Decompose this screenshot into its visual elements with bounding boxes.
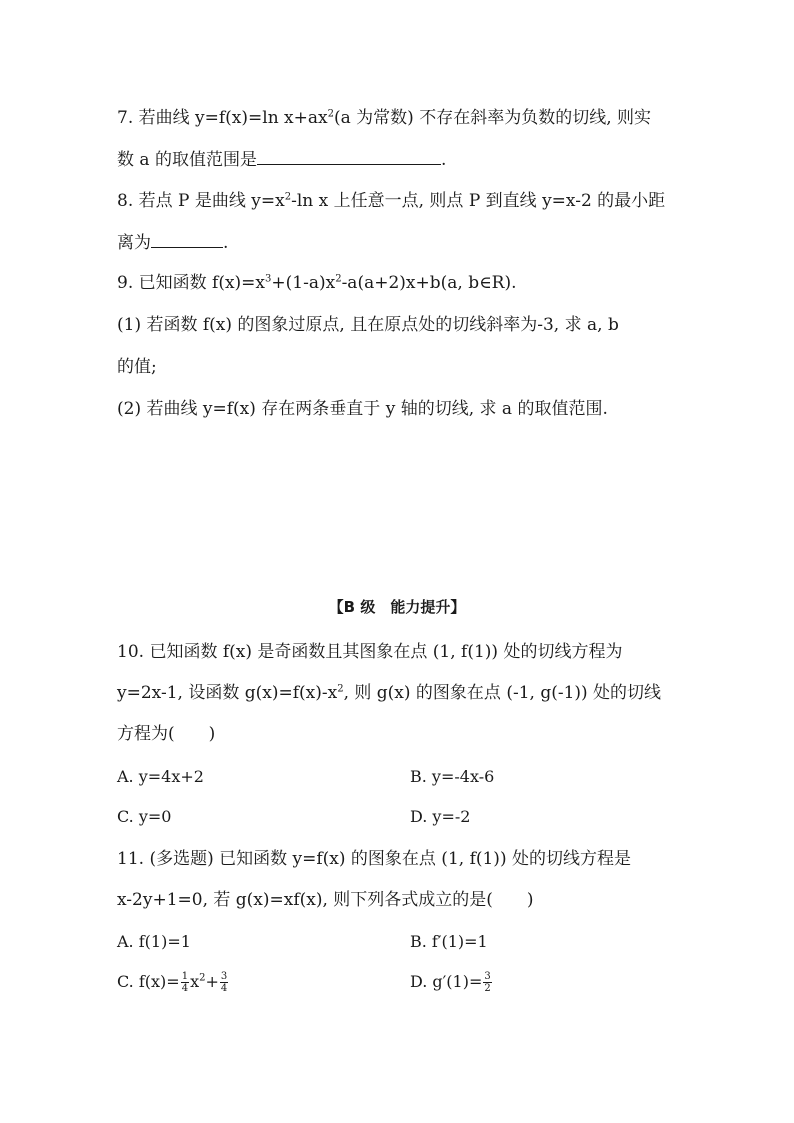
q11-option-c-plus: + bbox=[205, 972, 219, 991]
q7-period: . bbox=[440, 150, 447, 170]
q11-option-d[interactable] bbox=[410, 970, 493, 994]
q10-line3: 方程为( ) bbox=[117, 724, 216, 744]
q9-text-b: +(1-a)x bbox=[271, 273, 336, 293]
q9-line1 bbox=[117, 271, 517, 295]
q11-option-c-fraction-1 bbox=[181, 971, 189, 994]
q10-option-b[interactable]: B. y=-4x-6 bbox=[410, 767, 495, 786]
q9-superscript-2: 2 bbox=[335, 273, 342, 285]
q10-line1: 10. 已知函数 f(x) 是奇函数且其图象在点 (1, f(1)) 处的切线方程为 bbox=[117, 642, 623, 662]
q9-part1-line1: (1) 若函数 f(x) 的图象过原点, 且在原点处的切线斜率为-3, 求 a, b bbox=[117, 315, 619, 335]
q8-superscript: 2 bbox=[284, 191, 292, 203]
q10-option-a[interactable]: A. y=4x+2 bbox=[117, 767, 204, 786]
q11-option-d-fraction bbox=[483, 971, 491, 994]
q10-text-b: , 则 g(x) 的图象在点 (-1, g(-1)) 处的切线 bbox=[343, 683, 662, 703]
q10-option-d[interactable]: D. y=-2 bbox=[410, 807, 471, 826]
q10-text-a: y=2x-1, 设函数 g(x)=f(x)-x bbox=[117, 683, 338, 703]
q11-option-d-frac-den: 2 bbox=[484, 983, 491, 994]
q11-option-c-superscript: 2 bbox=[199, 972, 206, 984]
q11-option-c-fraction-2 bbox=[220, 971, 228, 994]
q7-text-line2: 数 a 的取值范围是 bbox=[117, 150, 257, 170]
q9-text-c: -a(a+2)x+b(a, b∈R). bbox=[341, 273, 517, 293]
q7-answer-blank[interactable] bbox=[257, 146, 441, 165]
q11-line1: 11. (多选题) 已知函数 y=f(x) 的图象在点 (1, f(1)) 处的切线方程是 bbox=[117, 849, 631, 869]
q11-option-c-frac2-den: 4 bbox=[220, 983, 228, 994]
q9-text-a: 9. 已知函数 f(x)=x bbox=[117, 273, 266, 293]
q7-text-a: 7. 若曲线 y=f(x)=ln x+ax bbox=[117, 108, 328, 128]
q11-option-a[interactable]: A. f(1)=1 bbox=[117, 932, 191, 951]
q10-option-c[interactable]: C. y=0 bbox=[117, 807, 172, 826]
q8-answer-blank[interactable] bbox=[151, 229, 223, 248]
q11-option-c-frac2-num: 3 bbox=[220, 971, 228, 982]
q11-option-d-frac-num: 3 bbox=[484, 971, 491, 982]
q8-period: . bbox=[223, 233, 229, 253]
q7-text-b: (a 为常数) 不存在斜率为负数的切线, 则实 bbox=[333, 108, 651, 128]
q11-option-d-prefix: D. g′(1)= bbox=[410, 972, 483, 991]
q9-part2: (2) 若曲线 y=f(x) 存在两条垂直于 y 轴的切线, 求 a 的取值范围. bbox=[117, 399, 608, 419]
q9-superscript-1: 3 bbox=[265, 273, 272, 285]
q7-line2 bbox=[117, 146, 446, 172]
q11-option-c-var: x bbox=[190, 972, 200, 991]
q11-option-c-frac1-num: 1 bbox=[181, 971, 189, 982]
q11-option-c-prefix: C. f(x)= bbox=[117, 972, 180, 991]
q10-line2 bbox=[117, 681, 661, 705]
q8-text-line2: 离为 bbox=[117, 233, 151, 253]
q8-text-b: -ln x 上任意一点, 则点 P 到直线 y=x-2 的最小距 bbox=[291, 191, 666, 211]
q7-superscript: 2 bbox=[327, 108, 334, 120]
q9-part1-line2: 的值; bbox=[117, 357, 157, 377]
q11-option-c-frac1-den: 4 bbox=[181, 983, 189, 994]
q8-line1 bbox=[117, 189, 665, 213]
q11-option-c[interactable] bbox=[117, 970, 229, 994]
q8-line2 bbox=[117, 229, 228, 255]
q10-superscript: 2 bbox=[337, 683, 344, 695]
q7-line1 bbox=[117, 106, 651, 130]
section-b-title: 【B 级 能力提升】 bbox=[328, 598, 466, 616]
q11-option-b[interactable]: B. f′(1)=1 bbox=[410, 932, 488, 951]
q8-text-a: 8. 若点 P 是曲线 y=x bbox=[117, 191, 285, 211]
q11-line2: x-2y+1=0, 若 g(x)=xf(x), 则下列各式成立的是( ) bbox=[117, 890, 534, 910]
